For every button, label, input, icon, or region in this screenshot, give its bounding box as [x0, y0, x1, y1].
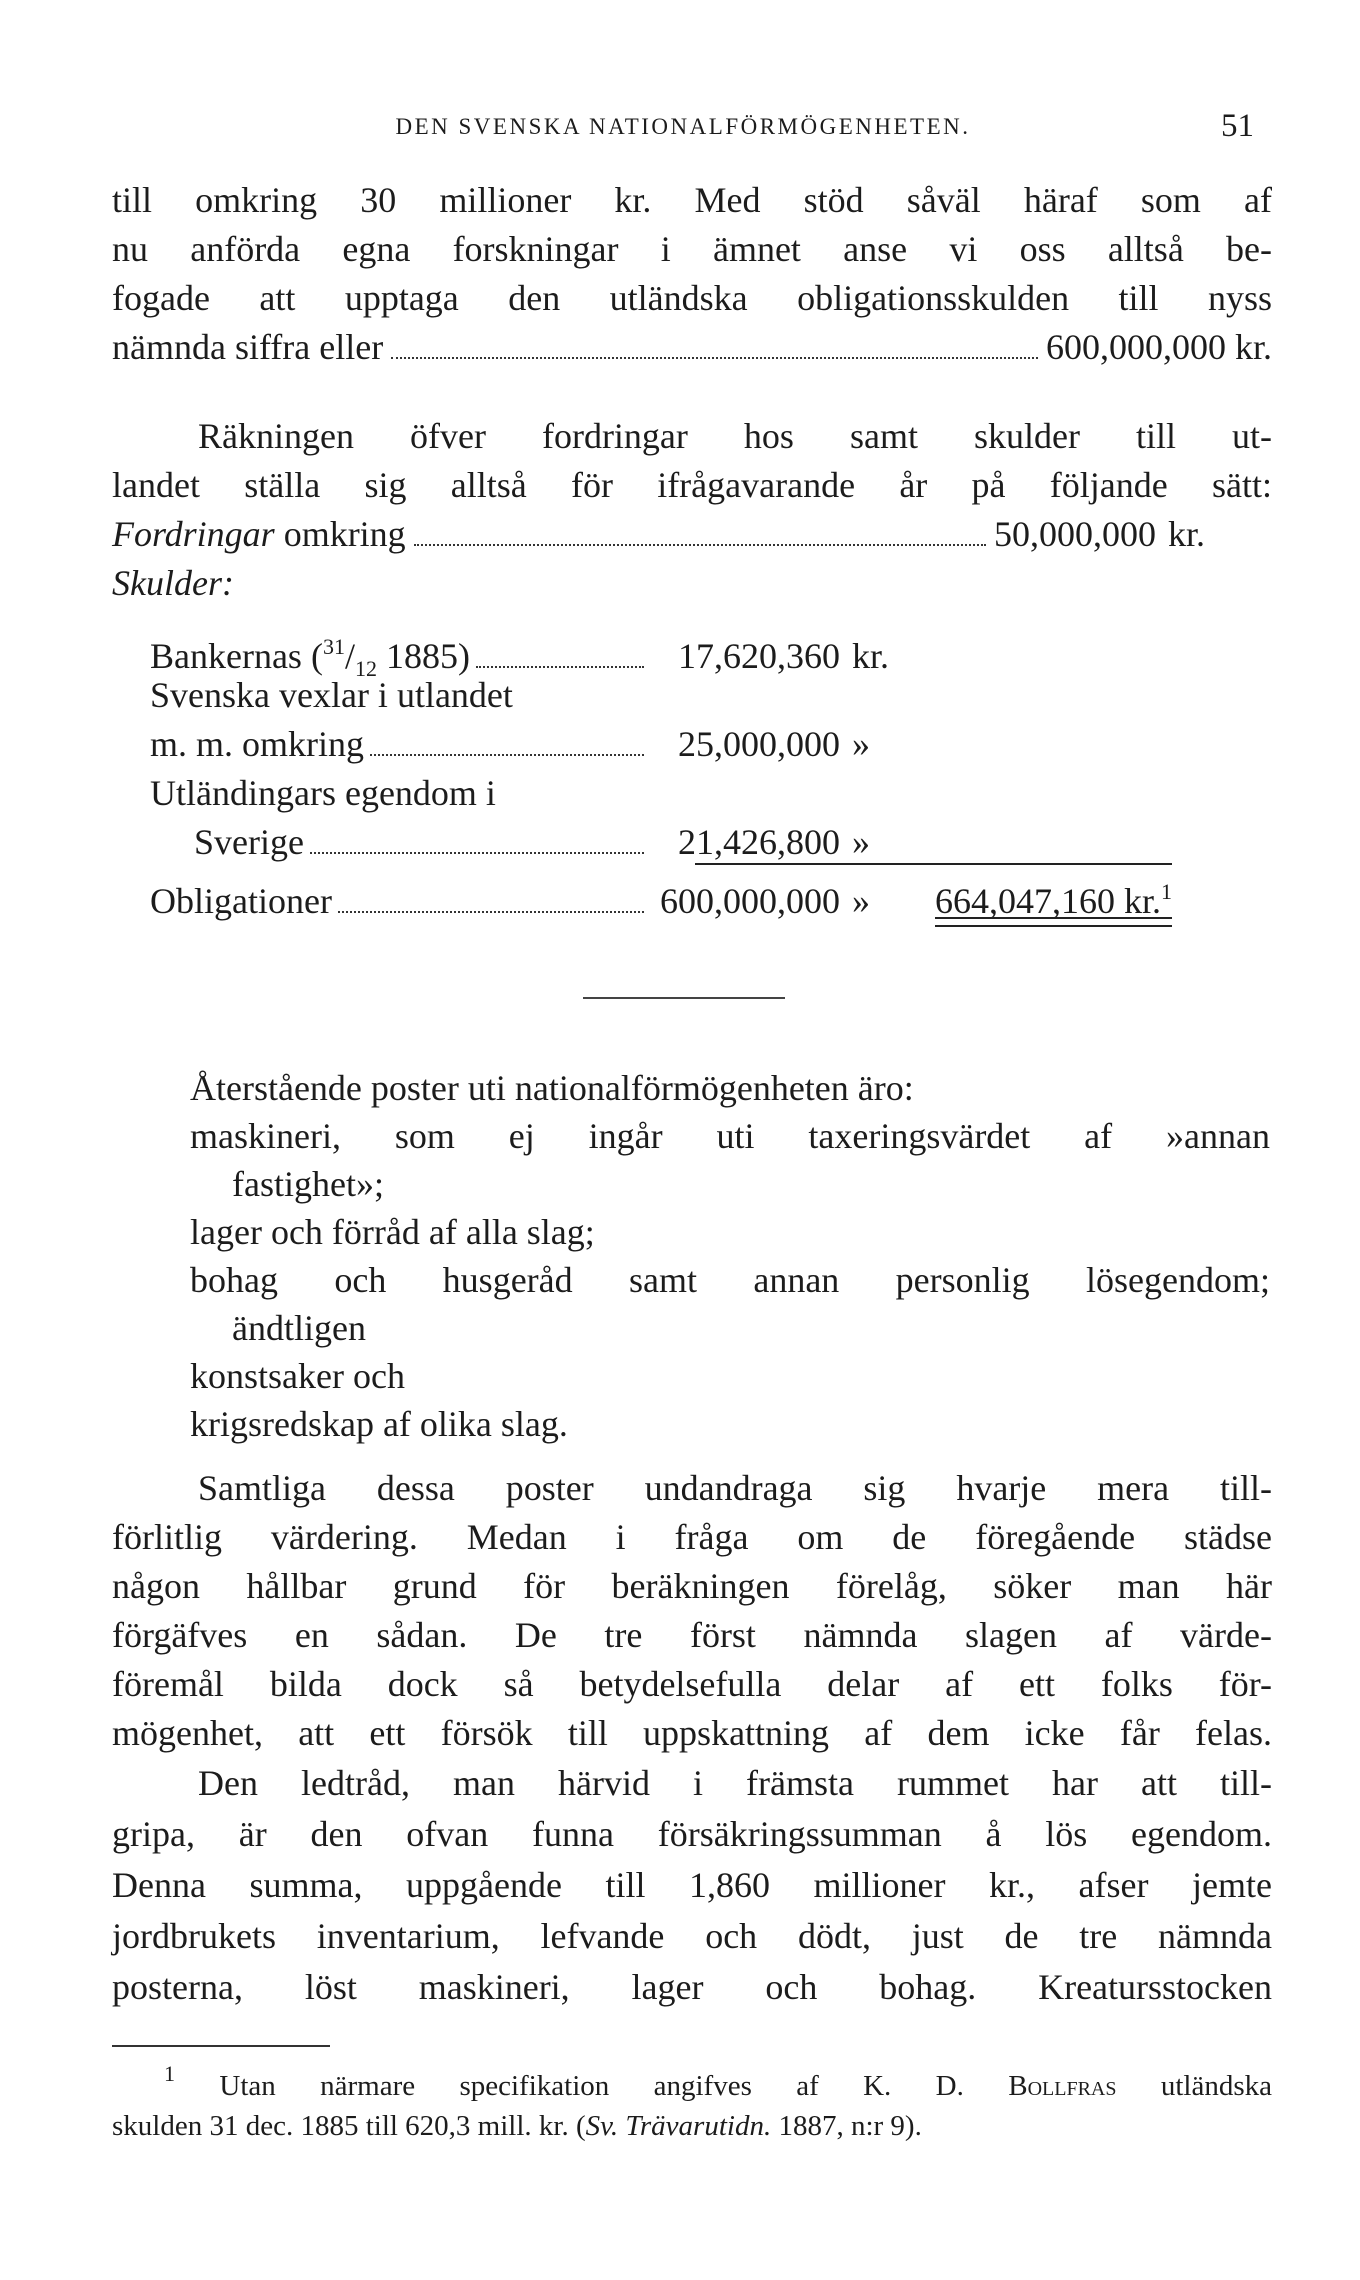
row-amount: 25,000,000	[678, 724, 840, 764]
text-line: förgäfves en sådan. De tre först nämnda slagen af värde-	[112, 1615, 1272, 1655]
text-line: förlitlig värdering. Medan i fråga om de föregående städse	[112, 1517, 1272, 1557]
list-item-cont: fastighet»;	[232, 1164, 384, 1204]
footnote-line	[112, 2054, 1272, 2106]
list-intro: Återstående poster uti nationalförmögenheten äro:	[190, 1068, 914, 1108]
footnote-text: 1887, n:r 9).	[778, 2110, 922, 2142]
footnote-line	[112, 2106, 1272, 2146]
dot-leader	[370, 754, 644, 756]
text-line: föremål bilda dock så betydelsefulla delar af ett folks för-	[112, 1664, 1272, 1704]
dot-leader	[310, 852, 644, 854]
claims-unit: kr.	[1168, 514, 1206, 554]
row-label: Bankernas ($^{31}/_{12}$ 1885)	[150, 634, 470, 681]
footnote-rule	[112, 2045, 330, 2047]
row-label: Utländingars egendom i	[150, 773, 496, 813]
row-label: Sverige	[194, 822, 304, 862]
footnote-author: Bollfras	[1008, 2070, 1117, 2102]
list-item: konstsaker och	[190, 1356, 405, 1396]
sum-rule	[695, 863, 1172, 865]
double-rule	[935, 917, 1172, 927]
debts-total	[922, 867, 1172, 926]
running-head: DEN SVENSKA NATIONALFÖRMÖGENHETEN.	[395, 114, 971, 139]
row-label: Obligationer	[150, 881, 332, 921]
footnote-text: Utan närmare specifikation angifves af K. D.	[219, 2070, 964, 2102]
text-line: Samtliga dessa poster undandraga sig hvarje mera till-	[198, 1468, 1272, 1508]
table-row	[150, 769, 1270, 818]
text-line: Denna summa, uppgående till 1,860 millioner kr., afser jemte	[112, 1865, 1272, 1905]
text-line: gripa, är den ofvan funna försäkringssumman å lös egendom.	[112, 1814, 1272, 1854]
debts-table	[150, 622, 1270, 921]
text-line: nu anförda egna forskningar i ämnet anse vi oss alltså be-	[112, 229, 1272, 269]
section-separator	[583, 997, 785, 999]
list-item-cont: ändtligen	[232, 1308, 366, 1348]
text-line: Räkningen öfver fordringar hos samt skulder till ut-	[198, 416, 1272, 456]
row-amount: 21,426,800	[678, 822, 840, 862]
footnote-text: utländska	[1160, 2070, 1273, 2102]
paragraph-4	[112, 1464, 1272, 1758]
claims-amount: 50,000,000	[994, 514, 1156, 554]
label-part: 1885)	[376, 636, 470, 676]
claims-label	[112, 510, 406, 559]
footnote-mark: 1	[164, 2061, 175, 2086]
row-label: Svenska vexlar i utlandet	[150, 675, 513, 715]
table-row	[150, 720, 1270, 769]
row-label: m. m. omkring	[150, 724, 364, 764]
list-item: bohag och husgeråd samt annan personlig lösegendom;	[190, 1260, 1270, 1300]
page-header	[112, 108, 1254, 148]
date-day: 31	[322, 634, 345, 659]
paragraph-1	[112, 176, 1272, 372]
list-item: lager och förråd af alla slag;	[190, 1212, 595, 1252]
table-row	[150, 818, 1270, 867]
claims-line	[112, 510, 1272, 559]
paragraph-5	[112, 1758, 1272, 2013]
text-label: nämnda siffra eller	[112, 327, 384, 367]
row-amount: 600,000,000	[660, 881, 840, 921]
row-unit: kr.	[852, 636, 890, 676]
list-item: krigsredskap af olika slag.	[190, 1404, 568, 1444]
footnote-ref: 1	[1161, 879, 1172, 904]
row-unit: »	[852, 822, 870, 862]
text-line: Den ledtråd, man härvid i främsta rummet har att till-	[198, 1763, 1272, 1803]
date-month: 12	[354, 656, 377, 681]
page-number: 51	[1221, 108, 1254, 144]
row-amount: 17,620,360	[678, 636, 840, 676]
claims-label-italic: Fordringar	[112, 514, 275, 554]
table-row	[150, 622, 1270, 681]
text-line: fogade att upptaga den utländska obligationsskulden till nyss	[112, 278, 1272, 318]
footnote	[112, 2054, 1272, 2146]
remaining-items-list	[190, 1064, 1270, 1448]
list-item: maskineri, som ej ingår uti taxeringsvärdet af »annan	[190, 1116, 1270, 1156]
text-line: någon hållbar grund för beräkningen förelåg, söker man här	[112, 1566, 1272, 1606]
total-amount: 664,047,160 kr.	[934, 881, 1161, 921]
text-line: jordbrukets inventarium, lefvande och dödt, just de tre nämnda	[112, 1916, 1272, 1956]
text-line: posterna, löst maskineri, lager och bohag. Kreatursstocken	[112, 1967, 1272, 2007]
row-unit: »	[852, 881, 870, 921]
dot-leader	[476, 666, 644, 668]
label-part: Bankernas (	[150, 636, 323, 676]
dot-leader	[338, 911, 644, 913]
footnote-source: Sv. Trävarutidn.	[585, 2110, 772, 2142]
text-line: landet ställa sig alltså för ifrågavarande år på följande sätt:	[112, 465, 1272, 505]
claims-label-rest: omkring	[283, 514, 406, 554]
text-line: till omkring 30 millioner kr. Med stöd såväl häraf som af	[112, 180, 1272, 220]
total-line	[112, 323, 1272, 372]
table-row	[150, 867, 1270, 921]
footnote-text: skulden 31 dec. 1885 till 620,3 mill. kr. (	[112, 2110, 586, 2142]
dot-leader	[414, 544, 986, 546]
total-wrap	[935, 867, 1172, 926]
amount: 600,000,000 kr.	[1045, 327, 1272, 367]
text-line: mögenhet, att ett försök till uppskattning af dem icke får felas.	[112, 1713, 1272, 1753]
paragraph-2	[112, 412, 1272, 608]
debts-heading: Skulder:	[112, 563, 234, 603]
dot-leader	[391, 357, 1038, 359]
row-unit: »	[852, 724, 870, 764]
